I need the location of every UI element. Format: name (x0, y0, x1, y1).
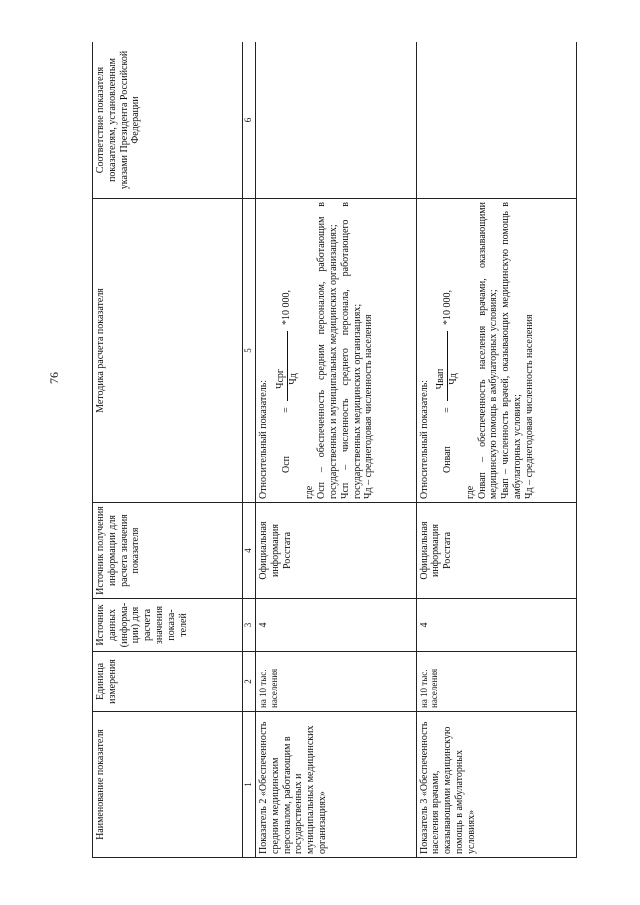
formula-fraction (275, 359, 300, 399)
indicator-name: Показатель 3 «Обеспеченность населения врачами, оказывающими медицинскую помощь в амбулаторных условиях» (416, 712, 577, 858)
method-definition: Онвап – обеспеченность населения врачами, оказывающими медицинскую помощь в амбулаторных условиях; (476, 202, 500, 499)
header-data-source: Источник данных (информа-ции) для расчета значения показа-телей (93, 599, 243, 652)
method-intro: Относительный показатель: (258, 379, 269, 499)
formula-numerator: Чвап (435, 357, 448, 401)
indicator-data-source: 4 (256, 599, 417, 652)
header-unit: Единица измерения (93, 652, 243, 712)
indicator-name: Показатель 2 «Обеспеченность средним медицинским персоналом, работающим в государственных и муниципальных медицинских организациях» (256, 712, 417, 858)
table-header-row (93, 42, 243, 858)
table-row (256, 42, 417, 858)
indicator-correspondence (416, 42, 577, 199)
header-correspondence: Соответствие показателя показателям, установленным указами Президента Российской Федерации (93, 42, 243, 199)
column-number: 5 (243, 199, 256, 503)
method-definition: Чд – среднегодовая численность населения (523, 314, 535, 499)
header-info-source: Источник получения информации для расчета значения показателя (93, 503, 243, 599)
method-intro: Относительный показатель: (418, 379, 430, 499)
method-definition: Чд – среднегодовая численность населения (363, 314, 375, 499)
indicator-info-source: Официальная информация Росстата (416, 503, 577, 599)
indicator-method (256, 199, 417, 503)
formula-equals: = (441, 407, 453, 413)
header-method: Методика расчета показателя (93, 199, 243, 503)
formula-multiplier: *10 000, (441, 290, 453, 325)
method-definition: Чсп – численность среднего персонала, работающего в государственных медицинских организациях; (339, 202, 363, 499)
fraction-bar-extension (287, 331, 288, 357)
formula-denominator: Чд (287, 373, 299, 385)
page-number: 76 (46, 372, 61, 384)
method-formula (435, 202, 460, 473)
formula-lhs: Онвап (441, 446, 453, 473)
method-formula (275, 202, 300, 473)
indicator-correspondence (256, 42, 417, 199)
formula-lhs: Осп (281, 455, 293, 473)
indicators-table (92, 42, 577, 858)
indicator-unit: на 10 тыс. населения (256, 652, 417, 712)
column-number: 2 (243, 652, 256, 712)
column-number: 6 (243, 42, 256, 199)
method-definition: Осп – обеспеченность средним персоналом, работающим в государственных и муниципальных медицинских организациях; (316, 202, 339, 499)
indicator-data-source: 4 (416, 599, 577, 652)
formula-denominator: Чд (448, 373, 460, 385)
table-row (416, 42, 577, 858)
method-definition: Чвап – численность врачей, оказывающих медицинскую помощь в амбулаторных условиях; (500, 202, 524, 499)
fraction-bar-extension (447, 331, 448, 357)
method-where: где (304, 485, 316, 499)
table-rotation-frame (92, 42, 577, 858)
indicator-info-source: Официальная информация Росстата (256, 503, 417, 599)
method-where: где (464, 485, 476, 499)
formula-multiplier: *10 000, (281, 290, 293, 325)
landscape-table-wrapper (92, 42, 577, 858)
formula-equals: = (281, 407, 293, 413)
indicator-unit: на 10 тыс. населения (416, 652, 577, 712)
formula-numerator: Чсрг (275, 357, 288, 401)
header-indicator-name: Наименование показателя (93, 712, 243, 858)
column-number-row (243, 42, 256, 858)
column-number: 3 (243, 599, 256, 652)
column-number: 4 (243, 503, 256, 599)
formula-fraction (435, 359, 460, 399)
column-number: 1 (243, 712, 256, 858)
indicator-method (416, 199, 577, 503)
